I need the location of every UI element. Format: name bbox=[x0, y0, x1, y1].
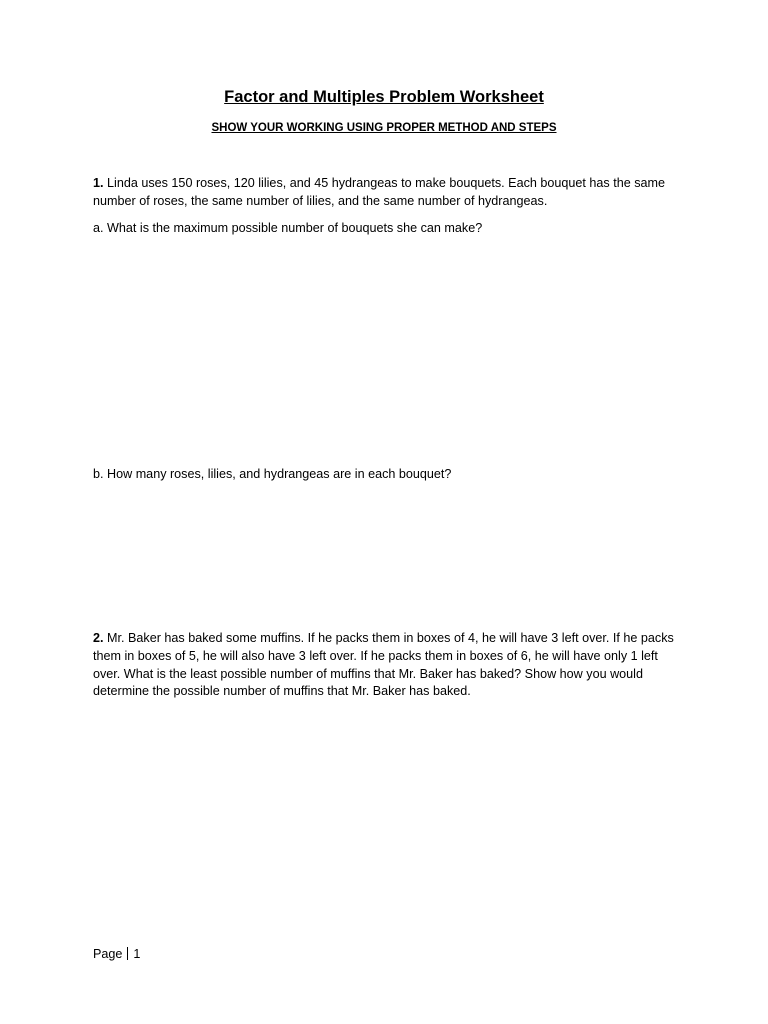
worksheet-instruction: SHOW YOUR WORKING USING PROPER METHOD AND STEPS bbox=[211, 122, 557, 134]
page-separator bbox=[127, 947, 128, 960]
page-number: 1 bbox=[133, 947, 141, 961]
question-1a-text: a. What is the maximum possible number of bouquets she can make? bbox=[93, 221, 483, 235]
worksheet-title: Factor and Multiples Problem Worksheet bbox=[224, 88, 544, 106]
question-1-text: Linda uses 150 roses, 120 lilies, and 45 hydrangeas to make bouquets. Each bouquet has the same number of roses, the same number of lilies, and the same number of hydrangeas. bbox=[93, 176, 666, 208]
page-footer bbox=[93, 947, 140, 961]
page-label: Page bbox=[93, 947, 123, 961]
question-1b-text: b. How many roses, lilies, and hydrangeas are in each bouquet? bbox=[93, 467, 452, 481]
question-2-number: 2. bbox=[93, 631, 104, 645]
question-1-number: 1. bbox=[93, 176, 104, 190]
question-2-text: Mr. Baker has baked some muffins. If he packs them in boxes of 4, he will have 3 left over. If he packs them in boxes of 5, he will also have 3 left over. If he packs them in boxes of 6, he will have only 1 left over. What is the least possible number of muffins that Mr. Baker has baked? Show how you would determine the possible number of muffins that Mr. Baker has baked. bbox=[93, 631, 674, 699]
question-1 bbox=[93, 175, 683, 211]
question-2 bbox=[93, 630, 683, 701]
